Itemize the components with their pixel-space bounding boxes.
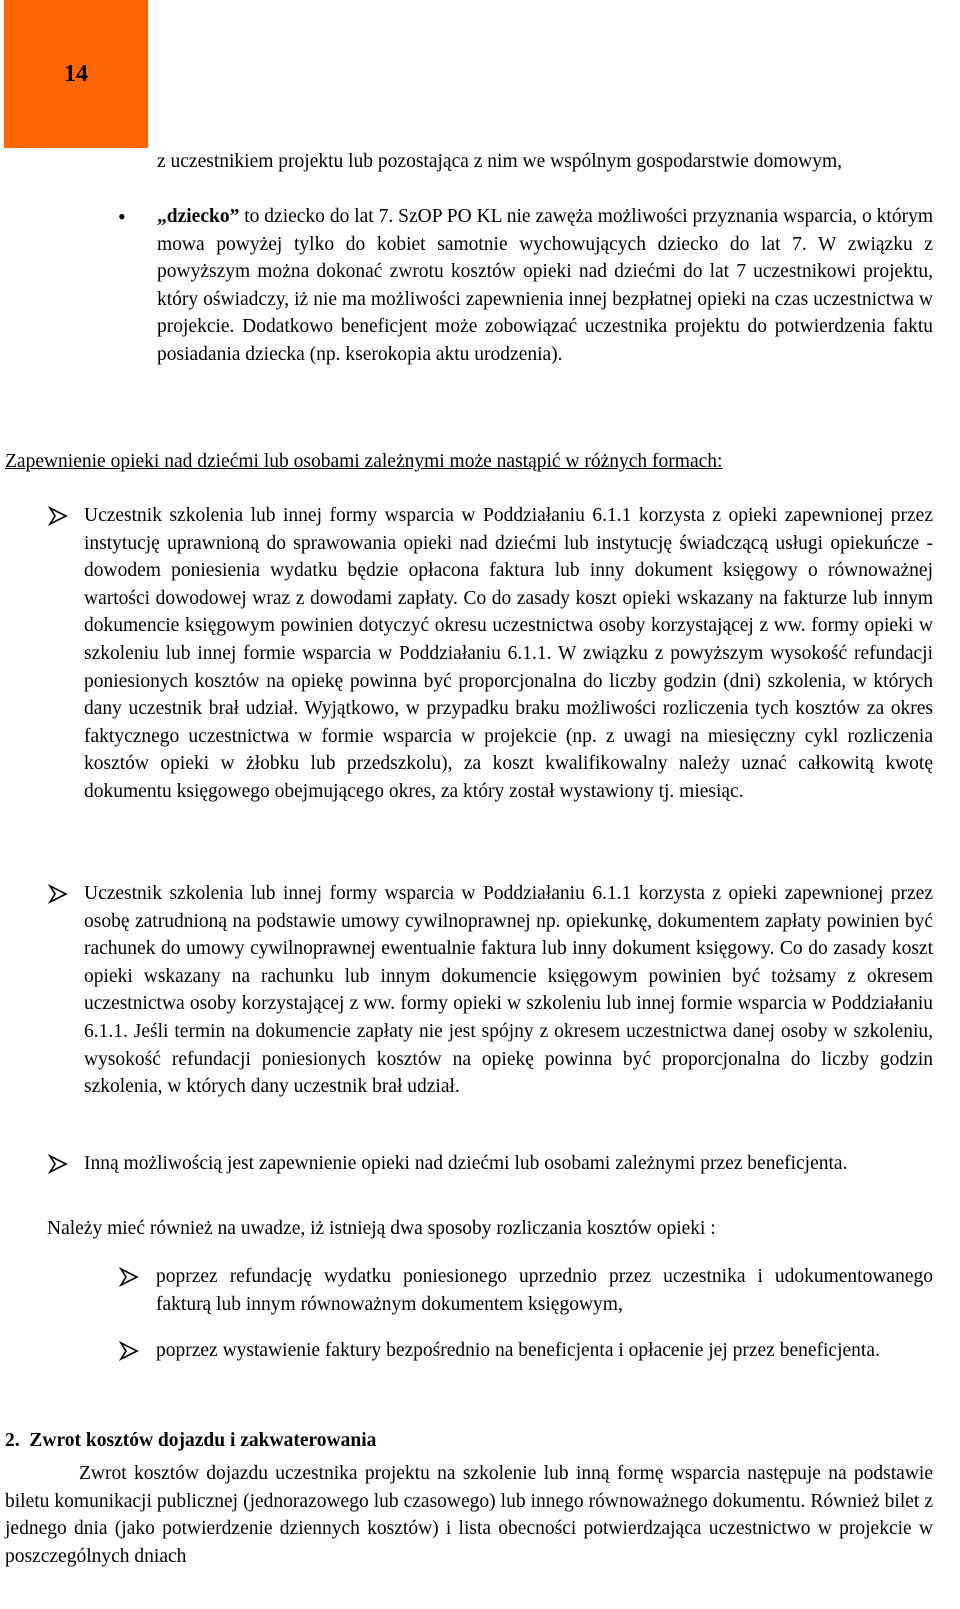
arrow-bullet-icon bbox=[118, 1340, 140, 1362]
page-number: 14 bbox=[64, 60, 88, 87]
form-item-contract: Uczestnik szkolenia lub innej formy wsparcia w Poddziałaniu 6.1.1 korzysta z opieki zapewnionej przez osobę zatrudnioną na podstawie umowy cywilnoprawnej np. opiekunkę, dokumentem zapłaty powinien być rachunek do umowy cywilnoprawnej ewentualnie faktura lub inny dokument księgowy. Co do zasady koszt opieki wskazany na rachunku lub innym dokumencie księgowym powinien być tożsamy z okresem uczestnictwa osoby korzystającej z ww. formy opieki w szkoleniu lub innej formie wsparcia w Poddziałaniu 6.1.1. Jeśli termin na dokumencie zapłaty nie jest spójny z okresem uczestnictwa danej osoby w szkoleniu, wysokość refundacji poniesionych kosztów na opiekę powinna być proporcjonalna do liczby godzin szkolenia, w których dany uczestnik brał udział. bbox=[84, 883, 933, 1098]
bullet-dziecko bbox=[157, 203, 933, 369]
page-number-badge bbox=[4, 0, 148, 148]
section-2-paragraph: Zwrot kosztów dojazdu uczestnika projektu na szkolenie lub inną formę wsparcia następuje na podstawie biletu komunikacji publicznej (jednorazowego lub czasowego) lub innego równoważnego dokumentu. Również bilet z jednego dnia (jako potwierdzenie dziennych kosztów) i lista obecności potwierdzająca uczestnictwo w projekcie w poszczególnych dniach bbox=[5, 1463, 933, 1567]
term-dziecko: „dziecko” bbox=[157, 206, 240, 227]
section-2-heading bbox=[5, 1427, 935, 1455]
section-number: 2. bbox=[5, 1430, 20, 1451]
definition-dziecko: to dziecko do lat 7. SzOP PO KL nie zawęża możliwości przyznania wsparcia, o którym mowa powyżej tylko do kobiet samotnie wychowujących dziecko do lat 7. W związku z powyższym można dokonać zwrotu kosztów opieki nad dziećmi do lat 7 uczestnikowi projektu, który oświadczy, iż nie ma możliwości zapewnienia innej bezpłatnej opieki na czas uczestnictwa w projekcie. Dodatkowo beneficjent może zobowiązać uczestnika projektu do potwierdzenia faktu posiadania dziecka (np. kserokopia aktu urodzenia). bbox=[157, 206, 933, 365]
arrow-bullet-icon bbox=[47, 883, 69, 905]
form-item-institution: Uczestnik szkolenia lub innej formy wsparcia w Poddziałaniu 6.1.1 korzysta z opieki zapewnionej przez instytucję uprawnioną do sprawowania opieki nad dziećmi lub instytucję świadczącą usługi opiekuńcze - dowodem poniesienia wydatku będzie opłacona faktura lub inny dokument księgowy o równoważnej wartości dowodowej wraz z dowodami zapłaty. Co do zasady koszt opieki wskazany na fakturze lub innym dokumencie księgowym powinien dotyczyć okresu uczestnictwa osoby korzystającej z ww. formy opieki w szkoleniu lub innej formie wsparcia w Poddziałaniu 6.1.1. W związku z powyższym wysokość refundacji poniesionych kosztów na opiekę powinna być proporcjonalna do liczby godzin (dni) szkolenia, w których dany uczestnik brał udział. Wyjątkowo, w przypadku braku możliwości rozliczenia tych kosztów za okres faktycznego uczestnictwa w formie wsparcia w projekcie (np. z uwagi na miesięczny cykl rozliczenia kosztów opieki w żłobku lub przedszkolu), za koszt kwalifikowalny należy uznać całkowitą kwotę dokumentu księgowego obejmującego okres, za który został wystawiony tj. miesiąc. bbox=[84, 505, 933, 802]
bullet-dot: • bbox=[118, 204, 126, 229]
arrow-bullet-icon bbox=[118, 1266, 140, 1288]
settlement-intro: Należy mieć również na uwadze, iż istnieją dwa sposoby rozliczania kosztów opieki : bbox=[47, 1218, 716, 1239]
bullet-continuation: z uczestnikiem projektu lub pozostająca z nim we wspólnym gospodarstwie domowym, bbox=[157, 151, 843, 172]
arrow-bullet-icon bbox=[47, 1153, 69, 1175]
section-title: Zwrot kosztów dojazdu i zakwaterowania bbox=[29, 1430, 377, 1451]
arrow-bullet-icon bbox=[47, 505, 69, 527]
forms-heading: Zapewnienie opieki nad dziećmi lub osobami zależnymi może nastąpić w różnych formach: bbox=[5, 451, 723, 472]
form-item-beneficiary: Inną możliwością jest zapewnienie opieki nad dziećmi lub osobami zależnymi przez beneficjenta. bbox=[84, 1153, 848, 1174]
settlement-method-invoice: poprzez wystawienie faktury bezpośrednio na beneficjenta i opłacenie jej przez beneficjenta. bbox=[156, 1340, 880, 1361]
settlement-method-refund: poprzez refundację wydatku poniesionego uprzednio przez uczestnika i udokumentowanego fakturą lub innym równoważnym dokumentem księgowym, bbox=[156, 1266, 933, 1315]
